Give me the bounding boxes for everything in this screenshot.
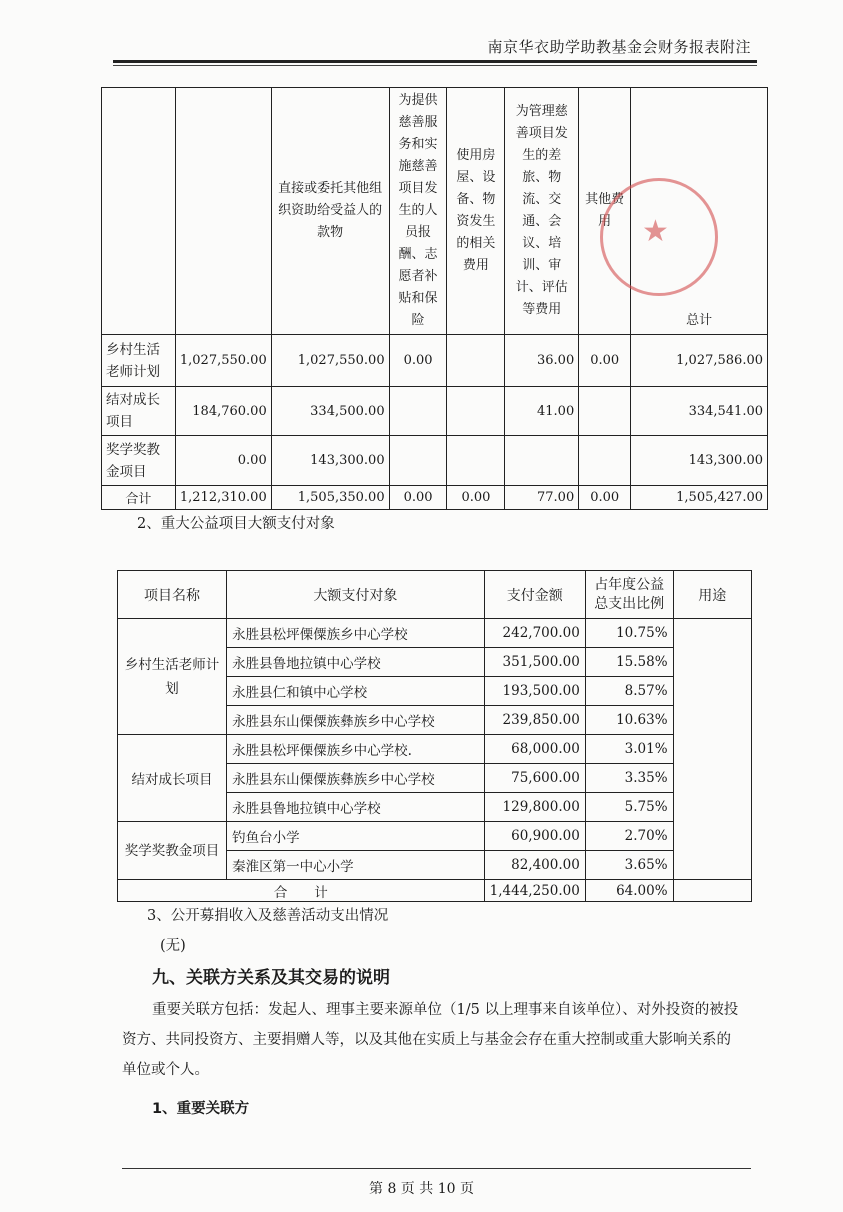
cell: 334,500.00 xyxy=(271,387,389,436)
row-name: 结对成长项目 xyxy=(102,387,176,436)
cell: 0.00 xyxy=(175,436,271,486)
header-project: 项目名称 xyxy=(118,571,227,619)
amount-cell: 351,500.00 xyxy=(484,648,585,677)
header-cell-total: 总计 xyxy=(631,88,768,335)
project-cell: 结对成长项目 xyxy=(118,735,227,822)
table-row xyxy=(102,335,768,387)
amount-cell: 239,850.00 xyxy=(484,706,585,735)
header-rule xyxy=(113,60,757,63)
cell: 1,027,550.00 xyxy=(175,335,271,387)
table-row xyxy=(102,387,768,436)
amount-cell: 82,400.00 xyxy=(484,851,585,880)
cell: 143,300.00 xyxy=(271,436,389,486)
total-ratio: 64.00% xyxy=(585,880,673,902)
cell xyxy=(389,387,447,436)
seal-star-icon: ★ xyxy=(642,214,669,249)
header-cell xyxy=(175,88,271,335)
header-cell-facilities: 使用房屋、设备、物资发生的相关费用 xyxy=(447,88,505,335)
cell: 1,027,550.00 xyxy=(271,335,389,387)
amount-cell: 68,000.00 xyxy=(484,735,585,764)
cell xyxy=(579,436,631,486)
cell: 41.00 xyxy=(505,387,579,436)
table-total-row xyxy=(118,880,752,902)
cell xyxy=(579,387,631,436)
ratio-cell: 5.75% xyxy=(585,793,673,822)
table-total-row xyxy=(102,486,768,510)
section-9-paragraph: 重要关联方包括：发起人、理事主要来源单位（1/5 以上理事来自该单位）、对外投资的被投资方、共同投资方、主要捐赠人等，以及其他在实质上与基金会存在重大控制或重大影响关系的单位或个人。 xyxy=(122,1002,739,1078)
page-number: 第 8 页 共 10 页 xyxy=(369,1181,474,1197)
cell: 334,541.00 xyxy=(631,387,768,436)
amount-cell: 129,800.00 xyxy=(484,793,585,822)
table-row xyxy=(118,822,752,851)
cell: 1,027,586.00 xyxy=(631,335,768,387)
ratio-cell: 15.58% xyxy=(585,648,673,677)
project-cell: 乡村生活老师计划 xyxy=(118,619,227,735)
payee-cell: 永胜县东山傈僳族彝族乡中心学校 xyxy=(227,706,485,735)
amount-cell: 60,900.00 xyxy=(484,822,585,851)
amount-cell: 75,600.00 xyxy=(484,764,585,793)
project-cell: 奖学奖教金项目 xyxy=(118,822,227,880)
cell xyxy=(505,436,579,486)
ratio-cell: 3.35% xyxy=(585,764,673,793)
row-name: 乡村生活老师计划 xyxy=(102,335,176,387)
total-amount: 1,444,250.00 xyxy=(484,880,585,902)
total-use xyxy=(673,880,751,902)
cell xyxy=(447,436,505,486)
header-cell-management: 为管理慈善项目发生的差旅、物流、交通、会议、培训、审计、评估等费用 xyxy=(505,88,579,335)
header-title: 南京华衣助学助教基金会财务报表附注 xyxy=(487,38,751,56)
header-rule-thin xyxy=(113,65,757,66)
cell: 36.00 xyxy=(505,335,579,387)
header-payee: 大额支付对象 xyxy=(227,571,485,619)
cell: 0.00 xyxy=(447,486,505,510)
ratio-cell: 2.70% xyxy=(585,822,673,851)
header-cell-direct-aid: 直接或委托其他组织资助给受益人的款物 xyxy=(271,88,389,335)
payee-cell: 永胜县松坪傈僳族乡中心学校 xyxy=(227,619,485,648)
header-use: 用途 xyxy=(673,571,751,619)
cell: 184,760.00 xyxy=(175,387,271,436)
row-name: 奖学奖教金项目 xyxy=(102,436,176,486)
section-3-title: 3、公开募捐收入及慈善活动支出情况 xyxy=(147,908,389,924)
row-name: 合计 xyxy=(102,486,176,510)
section-2-title: 2、重大公益项目大额支付对象 xyxy=(137,516,335,532)
header-ratio: 占年度公益总支出比例 xyxy=(585,571,673,619)
cell: 0.00 xyxy=(389,335,447,387)
payments-table xyxy=(117,570,752,902)
cell xyxy=(447,387,505,436)
payee-cell: 永胜县东山傈僳族彝族乡中心学校 xyxy=(227,764,485,793)
amount-cell: 193,500.00 xyxy=(484,677,585,706)
payee-cell: 永胜县鲁地拉镇中心学校 xyxy=(227,648,485,677)
cell xyxy=(447,335,505,387)
payee-cell: 永胜县松坪傈僳族乡中心学校. xyxy=(227,735,485,764)
payee-cell: 永胜县鲁地拉镇中心学校 xyxy=(227,793,485,822)
ratio-cell: 10.75% xyxy=(585,619,673,648)
header-cell-personnel: 为提供慈善服务和实施慈善项目发生的人员报酬、志愿者补贴和保险 xyxy=(389,88,447,335)
header-amount: 支付金额 xyxy=(484,571,585,619)
cell: 77.00 xyxy=(505,486,579,510)
cell: 1,505,427.00 xyxy=(631,486,768,510)
table-row xyxy=(118,735,752,764)
cell xyxy=(389,436,447,486)
ratio-cell: 8.57% xyxy=(585,677,673,706)
table-row xyxy=(102,436,768,486)
table-row xyxy=(118,619,752,648)
header-cell xyxy=(102,88,176,335)
cell: 143,300.00 xyxy=(631,436,768,486)
cell: 0.00 xyxy=(389,486,447,510)
cell: 1,505,350.00 xyxy=(271,486,389,510)
expense-table xyxy=(101,87,768,510)
cell: 0.00 xyxy=(579,486,631,510)
ratio-cell: 3.01% xyxy=(585,735,673,764)
payee-cell: 钓鱼台小学 xyxy=(227,822,485,851)
footer-rule xyxy=(122,1168,751,1169)
ratio-cell: 3.65% xyxy=(585,851,673,880)
ratio-cell: 10.63% xyxy=(585,706,673,735)
header-cell-other: 其他费用 xyxy=(579,88,631,335)
use-cell xyxy=(673,619,751,880)
cell: 0.00 xyxy=(579,335,631,387)
payee-cell: 秦淮区第一中心小学 xyxy=(227,851,485,880)
section-9-heading: 九、关联方关系及其交易的说明 xyxy=(152,968,390,988)
payee-cell: 永胜县仁和镇中心学校 xyxy=(227,677,485,706)
total-label: 合 计 xyxy=(118,880,485,902)
payments-table-header-row xyxy=(118,571,752,619)
amount-cell: 242,700.00 xyxy=(484,619,585,648)
section-3-note: (无) xyxy=(160,938,186,954)
section-9-subheading: 1、重要关联方 xyxy=(152,1101,250,1117)
cell: 1,212,310.00 xyxy=(175,486,271,510)
